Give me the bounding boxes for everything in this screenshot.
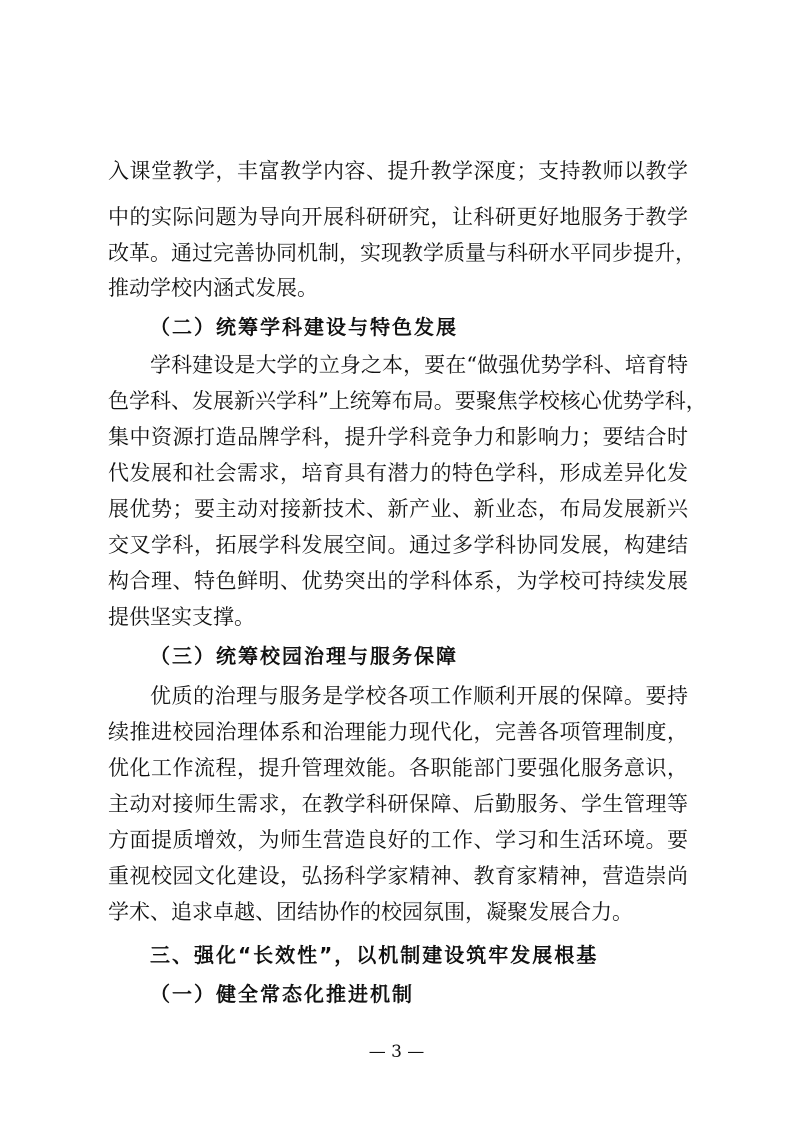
page-number: — 3 — [368, 1042, 425, 1062]
paragraph-line: 展优势；要主动对接新技术、新产业、新业态，布局发展新兴 [108, 497, 688, 521]
section-heading: （二）统筹学科建设与特色发展 [150, 315, 458, 339]
part-heading: 三、强化“长效性”，以机制建设筑牢发展根基 [150, 943, 599, 967]
paragraph-line: 交叉学科，拓展学科发展空间。通过多学科协同发展，构建结 [108, 533, 688, 557]
paragraph-line: 方面提质增效，为师生营造良好的工作、学习和生活环境。要 [108, 828, 688, 852]
paragraph-line: 代发展和社会需求，培育具有潜力的特色学科，形成差异化发 [108, 461, 688, 485]
paragraph-line: 主动对接师生需求，在教学科研保障、后勤服务、学生管理等 [108, 792, 688, 816]
paragraph-line: 集中资源打造品牌学科，提升学科竞争力和影响力；要结合时 [108, 425, 688, 449]
paragraph-line: 优质的治理与服务是学校各项工作顺利开展的保障。要持 [150, 684, 688, 708]
section-heading: （三）统筹校园治理与服务保障 [150, 644, 458, 668]
paragraph-line: 优化工作流程，提升管理效能。各职能部门要强化服务意识， [108, 756, 688, 780]
paragraph-line: 学术、追求卓越、团结协作的校园氛围，凝聚发展合力。 [108, 900, 633, 924]
paragraph-line: 重视校园文化建设，弘扬科学家精神、教育家精神，营造崇尚 [108, 864, 688, 888]
paragraph-line: 入课堂教学，丰富教学内容、提升教学深度；支持教师以教学 [108, 159, 688, 183]
paragraph-line: 提供坚实支撑。 [108, 605, 255, 629]
paragraph-line: 续推进校园治理体系和治理能力现代化，完善各项管理制度， [108, 720, 688, 744]
paragraph-line: 构合理、特色鲜明、优势突出的学科体系，为学校可持续发展 [108, 569, 688, 593]
paragraph-line: 改革。通过完善协同机制，实现教学质量与科研水平同步提升， [108, 241, 696, 265]
paragraph-line: 推动学校内涵式发展。 [108, 276, 318, 300]
paragraph-line: 色学科、发展新兴学科”上统筹布局。要聚焦学校核心优势学科， [108, 389, 707, 413]
paragraph-line: 中的实际问题为导向开展科研研究，让科研更好地服务于教学 [108, 205, 688, 229]
section-heading: （一）健全常态化推进机制 [150, 982, 414, 1006]
paragraph-line: 学科建设是大学的立身之本，要在“做强优势学科、培育特 [150, 353, 688, 377]
